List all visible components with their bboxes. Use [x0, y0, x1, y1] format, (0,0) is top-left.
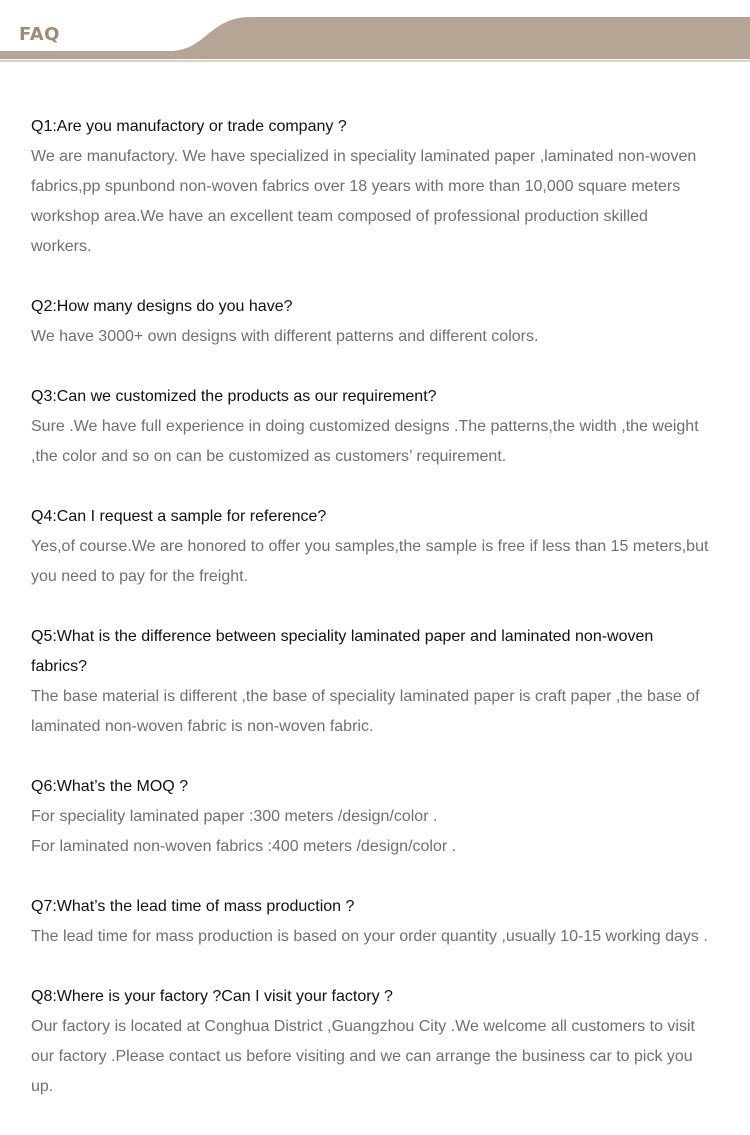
faq-question-line: Q5:What is the difference between speciality laminated paper and laminated non-woven [31, 628, 654, 645]
faq-question [31, 112, 731, 142]
faq-question-line: fabrics? [31, 658, 88, 675]
faq-item [31, 292, 731, 352]
faq-answer-line: For laminated non-woven fabrics :400 meters /design/color . [31, 838, 457, 855]
faq-answer [31, 682, 731, 742]
faq-answer [31, 1012, 731, 1102]
faq-question [31, 892, 731, 922]
faq-answer [31, 322, 731, 352]
faq-answer-line: workshop area.We have an excellent team composed of professional production skilled [31, 208, 648, 225]
faq-answer [31, 142, 731, 262]
faq-list [31, 112, 731, 1132]
faq-answer-line: The base material is different ,the base of speciality laminated paper is craft paper ,the base of [31, 688, 700, 705]
faq-answer-line: our factory .Please contact us before visiting and we can arrange the business car to pick you [31, 1048, 693, 1065]
faq-item [31, 982, 731, 1102]
faq-question [31, 502, 731, 532]
faq-item [31, 112, 731, 262]
page-title: FAQ [19, 24, 60, 45]
faq-question-line: Q2:How many designs do you have? [31, 298, 293, 315]
faq-item [31, 502, 731, 592]
faq-answer-line: you need to pay for the freight. [31, 568, 249, 585]
faq-question-line: Q1:Are you manufactory or trade company ? [31, 118, 347, 135]
faq-answer [31, 922, 731, 952]
faq-question-line: Q4:Can I request a sample for reference? [31, 508, 327, 525]
faq-answer-line: We are manufactory. We have specialized in speciality laminated paper ,laminated non-woven [31, 148, 697, 165]
faq-question [31, 382, 731, 412]
faq-question [31, 292, 731, 322]
faq-question [31, 772, 731, 802]
faq-item [31, 622, 731, 742]
faq-answer-line: Yes,of course.We are honored to offer you samples,the sample is free if less than 15 meters,but [31, 538, 709, 555]
faq-question-line: Q3:Can we customized the products as our requirement? [31, 388, 437, 405]
header-band-shape [0, 0, 750, 64]
faq-answer-line: workers. [31, 238, 92, 255]
faq-answer [31, 532, 731, 592]
faq-answer [31, 412, 731, 472]
faq-answer-line: We have 3000+ own designs with different patterns and different colors. [31, 328, 539, 345]
faq-answer [31, 802, 731, 862]
faq-answer-line: up. [31, 1078, 54, 1095]
faq-answer-line: fabrics,pp spunbond non-woven fabrics over 18 years with more than 10,000 square meters [31, 178, 681, 195]
faq-answer-line: Sure .We have full experience in doing customized designs .The patterns,the width ,the weight [31, 418, 699, 435]
faq-question-line: Q8:Where is your factory ?Can I visit your factory ? [31, 988, 393, 1005]
faq-answer-line: Our factory is located at Conghua District ,Guangzhou City .We welcome all customers to visit [31, 1018, 695, 1035]
faq-answer-line: laminated non-woven fabric is non-woven fabric. [31, 718, 374, 735]
faq-question-line: Q6:What’s the MOQ ? [31, 778, 189, 795]
faq-item [31, 382, 731, 472]
faq-question-line: Q7:What’s the lead time of mass production ? [31, 898, 355, 915]
faq-answer-line: ,the color and so on can be customized as customers’ requirement. [31, 448, 507, 465]
faq-item [31, 772, 731, 862]
faq-item [31, 892, 731, 952]
faq-answer-line: The lead time for mass production is based on your order quantity ,usually 10-15 working days . [31, 928, 708, 945]
faq-question [31, 622, 731, 682]
faq-question [31, 982, 731, 1012]
faq-answer-line: For speciality laminated paper :300 meters /design/color . [31, 808, 438, 825]
faq-header-banner [0, 0, 750, 64]
